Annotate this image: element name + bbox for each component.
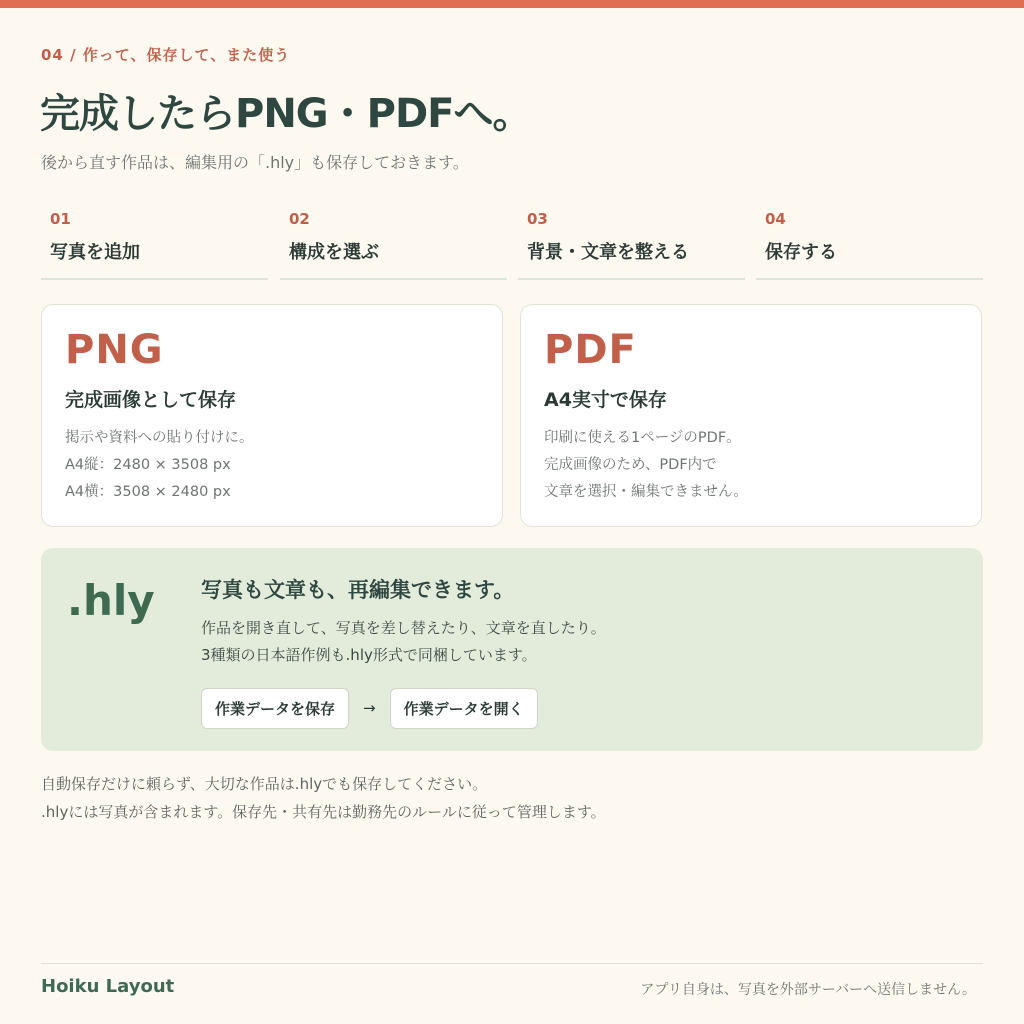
- step-save: [756, 208, 983, 280]
- open-work-data-button[interactable]: 作業データを開く: [390, 688, 538, 729]
- hly-line: 3種類の日本語作例も.hly形式で同梱しています。: [201, 646, 537, 664]
- card-line: 掲示や資料への貼り付けに。: [65, 430, 254, 446]
- step-number: 02: [289, 210, 310, 228]
- step-label: 背景・文章を整える: [527, 242, 689, 263]
- hly-heading: 写真も文章も、再編集できます。: [201, 578, 515, 602]
- png-card: [41, 304, 503, 527]
- card-line: A4縦：2480 × 3508 px: [65, 457, 231, 473]
- footer-divider: [41, 963, 983, 964]
- card-format-label: PNG: [65, 327, 164, 373]
- page-subtitle: 後から直す作品は、編集用の「.hly」も保存しておきます。: [41, 153, 469, 172]
- card-line: 文章を選択・編集できません。: [544, 484, 748, 500]
- step-list: [41, 208, 983, 280]
- card-description: [65, 425, 254, 506]
- step-choose-layout: [280, 208, 507, 280]
- step-add-photo: [41, 208, 268, 280]
- card-heading: 完成画像として保存: [65, 389, 237, 411]
- notes: [41, 770, 606, 826]
- hly-actions: [201, 687, 538, 729]
- step-arrange-background-text: [518, 208, 745, 280]
- arrow-right-icon: →: [363, 699, 376, 717]
- card-line: 印刷に使える1ページのPDF。: [544, 430, 741, 446]
- page-title: 完成したらPNG・PDFへ。: [40, 91, 532, 137]
- card-line: A4横：3508 × 2480 px: [65, 484, 231, 500]
- footer-privacy-note: アプリ自身は、写真を外部サーバーへ送信しません。: [640, 982, 976, 998]
- step-number: 04: [765, 210, 786, 228]
- hly-description: [201, 615, 606, 669]
- save-work-data-button[interactable]: 作業データを保存: [201, 688, 349, 729]
- footer-brand: Hoiku Layout: [41, 976, 175, 997]
- step-label: 保存する: [765, 242, 837, 263]
- top-accent-bar: [0, 0, 1024, 8]
- pdf-card: [520, 304, 982, 527]
- step-label: 構成を選ぶ: [289, 242, 379, 263]
- card-heading: A4実寸で保存: [544, 389, 667, 411]
- hly-line: 作品を開き直して、写真を差し替えたり、文章を直したり。: [201, 619, 606, 637]
- hly-panel: [41, 548, 983, 751]
- step-number: 01: [50, 210, 71, 228]
- card-line: 完成画像のため、PDF内で: [544, 457, 717, 473]
- hly-format-label: .hly: [67, 576, 155, 625]
- step-label: 写真を追加: [50, 242, 140, 263]
- card-description: [544, 425, 748, 506]
- section-eyebrow: 04 / 作って、保存して、また使う: [41, 46, 291, 64]
- note-line: .hlyには写真が含まれます。保存先・共有先は勤務先のルールに従って管理します。: [41, 803, 606, 821]
- note-line: 自動保存だけに頼らず、大切な作品は.hlyでも保存してください。: [41, 775, 488, 793]
- step-number: 03: [527, 210, 548, 228]
- card-format-label: PDF: [544, 327, 637, 373]
